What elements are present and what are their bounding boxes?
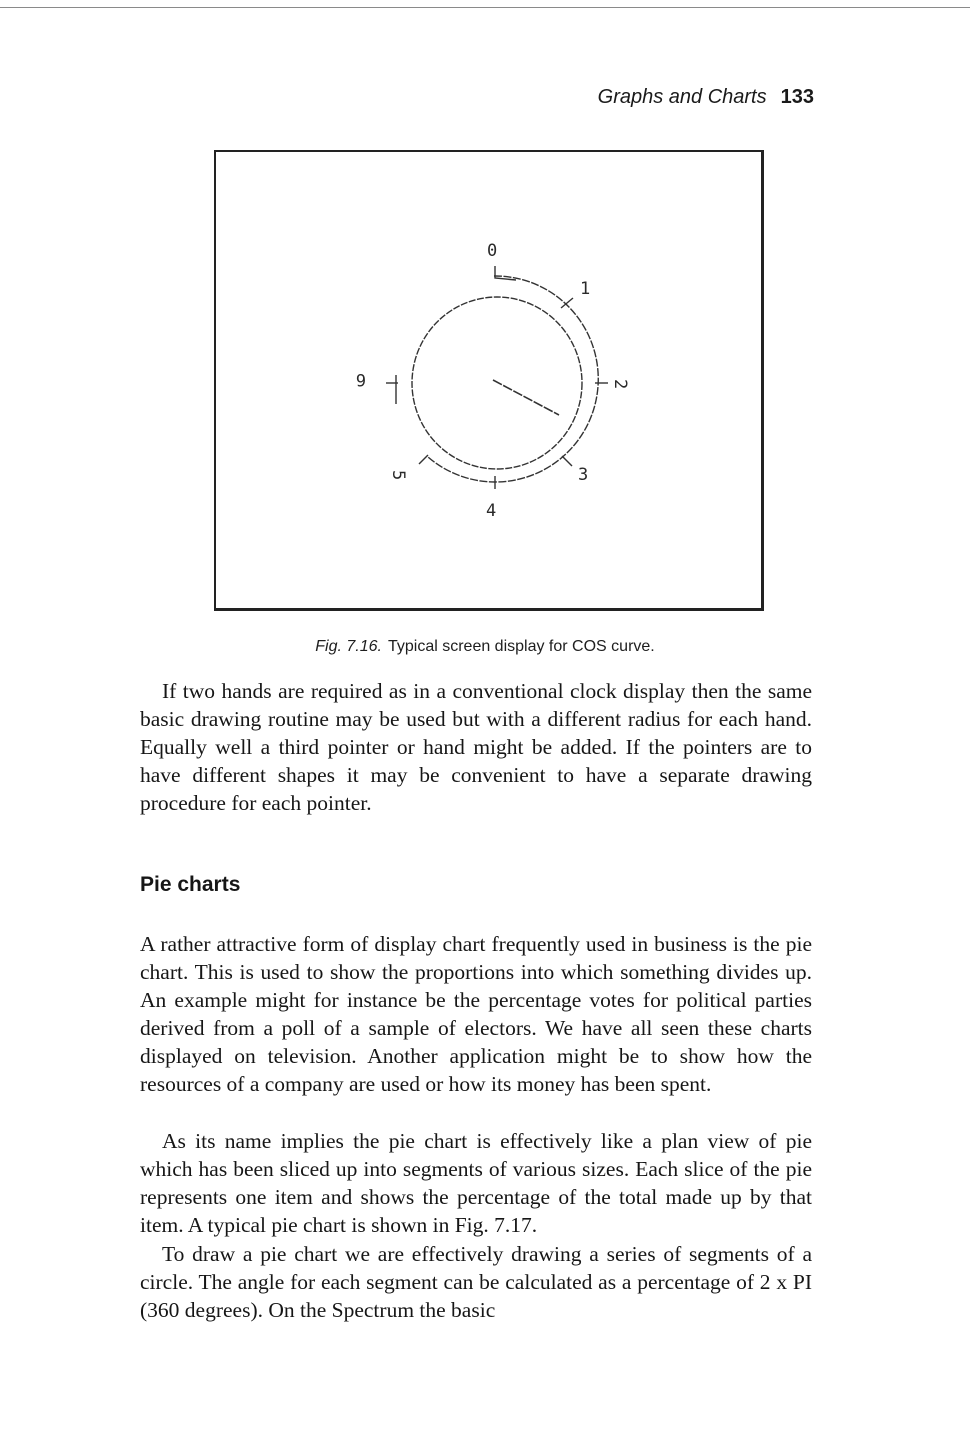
- figure-frame: [214, 150, 764, 611]
- dial-label-3: 3: [578, 465, 589, 485]
- body-paragraph-4: To draw a pie chart we are effectively drawing a series of segments of a circle. The angle for each segment can be calculated as a percentage of 2 x PI (360 degrees). On the Spectrum the basic: [140, 1242, 812, 1322]
- dial-figure: [216, 152, 762, 608]
- tick-5: [419, 455, 428, 464]
- body-paragraph-1: If two hands are required as in a conventional clock display then the same basic drawing routine may be used but with a different radius for each hand. Equally well a third pointer or hand might be added. If the pointers are to have different shapes it may be convenient to have a separate drawing procedure for each pointer.: [140, 679, 812, 815]
- page-number: 133: [780, 86, 814, 108]
- dial-label-0: 0: [487, 241, 498, 261]
- dial-scale-arc: [428, 276, 598, 482]
- tick-1: [561, 298, 573, 308]
- dial-pointer: [493, 380, 559, 415]
- tick-3: [562, 456, 572, 466]
- dial-label-2: 2: [610, 379, 630, 390]
- figure-caption: [0, 638, 970, 656]
- dial-label-6: 6: [355, 369, 366, 389]
- figure-caption-text: Typical screen display for COS curve.: [387, 638, 655, 655]
- running-head: [598, 86, 814, 109]
- dial-label-1: 1: [580, 279, 591, 299]
- body-paragraph-3: As its name implies the pie chart is effectively like a plan view of pie which has been sliced up into segments of various sizes. Each slice of the pie represents one item and shows the percentage of the total made up by that item. A typical pie chart is shown in Fig. 7.17.: [140, 1129, 812, 1237]
- figure-number: Fig. 7.16.: [315, 638, 382, 655]
- body-paragraph-2: A rather attractive form of display chart frequently used in business is the pie chart. This is used to show the proportions into which something divides up. An example might for instance be the percentage votes for political parties derived from a poll of a sample of electors. We have all seen these charts displayed on television. Another application might be to show how the resources of a company are used or how its money has been spent.: [140, 932, 812, 1096]
- running-head-title: Graphs and Charts: [597, 86, 767, 108]
- dial-label-5: 5: [388, 470, 408, 481]
- section-heading: Pie charts: [140, 873, 241, 896]
- top-rule: [0, 7, 970, 8]
- dial-label-4: 4: [486, 501, 497, 521]
